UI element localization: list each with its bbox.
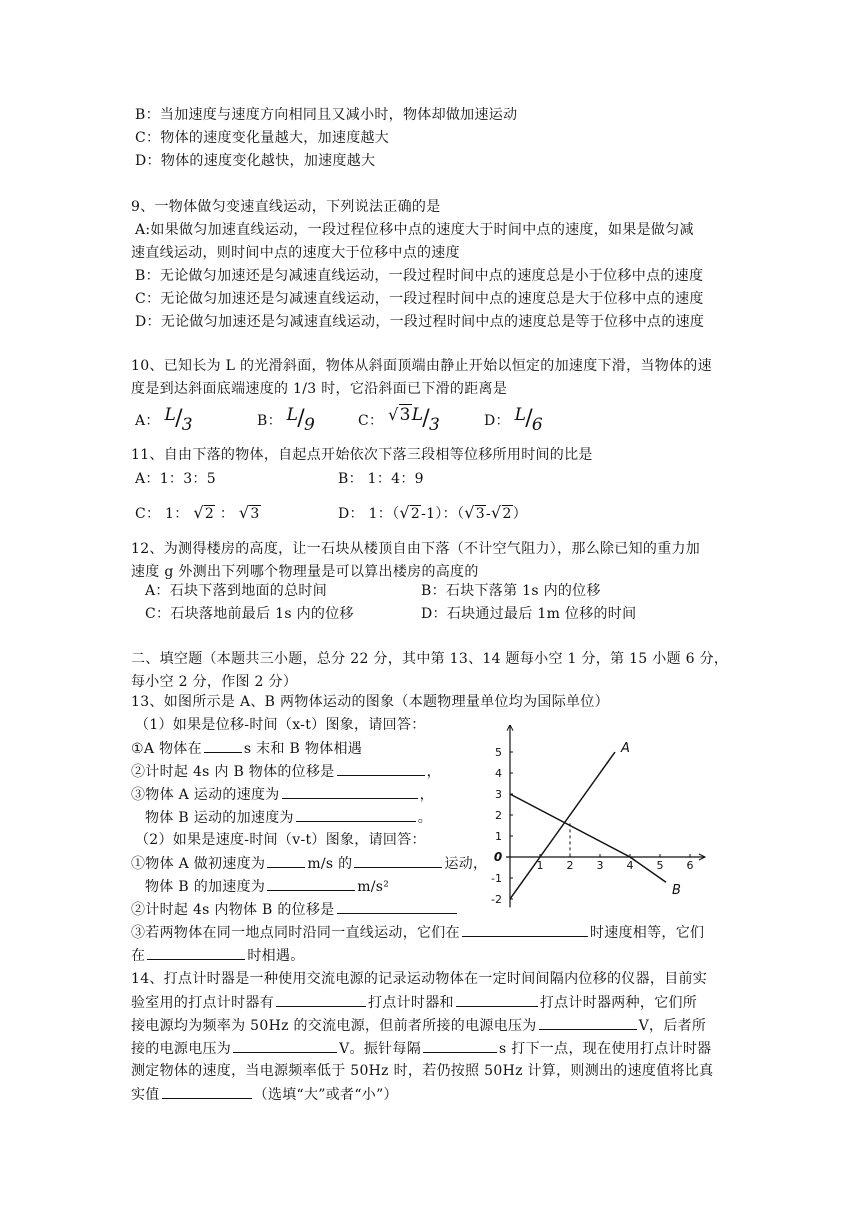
section-2-heading-line2: 每小空 2 分，作图 2 分） — [131, 674, 298, 690]
q12-option-a: A：石块下落到地面的总时间 — [145, 583, 328, 599]
q10-stem-line1: 10、已知长为 L 的光滑斜面，物体从斜面顶端由静止开始以恒定的加速度下滑，当物体的速 — [131, 358, 712, 374]
q9-option-a-line1: A:如果做匀加速直线运动，一段过程位移中点的速度大于时间中点的速度，如果是做匀减 — [135, 222, 694, 238]
q13-part1-item1: ①A 物体在 s 末和 B 物体相遇 — [131, 737, 362, 760]
answer-blank[interactable] — [296, 806, 416, 822]
x-tick-label: 2 — [566, 859, 574, 872]
q13-part2-item4: ③若两物体在同一地点同时沿同一直线运动，它们在 时速度相等，它们 — [131, 921, 704, 944]
q12-option-d: D：石块通过最后 1m 位移的时间 — [421, 606, 637, 622]
q14-line1: 14、打点计时器是一种使用交流电源的记录运动物体在一定时间间隔内位移的仪器，目前实 — [131, 971, 708, 987]
x-tick-label: 4 — [626, 859, 634, 872]
q10-option-d — [484, 405, 544, 438]
sqrt-2: √2 — [491, 503, 512, 522]
answer-blank[interactable] — [276, 991, 366, 1007]
q10-c-fraction: √3L / 3 — [388, 405, 441, 435]
ab-motion-graph — [470, 725, 720, 915]
q12-option-c: C：石块落地前最后 1s 内的位移 — [145, 606, 354, 622]
q13-part2-item2: 物体 B 的加速度为 m/s² — [145, 875, 389, 898]
q12-stem-line2: 速度 g 外测出下列哪个物理量是可以算出楼房的高度的 — [131, 564, 479, 580]
q11-stem: 11、自由下落的物体，自起点开始依次下落三段相等位移所用时间的比是 — [131, 447, 593, 463]
series-label-B: B — [672, 883, 681, 899]
x-tick-label: 5 — [656, 859, 664, 872]
q9-option-d: D：无论做匀加速还是匀减速直线运动，一段过程时间中点的速度总是等于位移中点的速度 — [135, 314, 705, 330]
answer-blank[interactable] — [267, 875, 355, 891]
q9-option-c: C：无论做匀加速还是匀减速直线运动，一段过程时间中点的速度总是大于位移中点的速度 — [135, 291, 704, 307]
answer-blank[interactable] — [462, 921, 588, 937]
answer-blank[interactable] — [337, 760, 425, 776]
series-line-B — [510, 794, 666, 882]
q11-option-a: A：1：3：5 — [135, 471, 216, 487]
answer-blank[interactable] — [147, 944, 245, 960]
series-line-A — [510, 752, 615, 899]
series-label-A: A — [621, 741, 630, 756]
x-tick-label: 6 — [686, 859, 694, 872]
q10-d-label: D： — [484, 413, 510, 429]
y-tick-label: 2 — [495, 809, 502, 822]
q10-a-fraction: L / 3 — [164, 405, 193, 435]
q13-part1-item3: ③物体 A 运动的速度为 ， — [131, 783, 434, 806]
sqrt-2: √2 — [399, 503, 421, 522]
sqrt-3: √3 — [238, 503, 260, 522]
y-tick-label: -2 — [491, 893, 502, 906]
q14-line4: 接的电源电压为 V。振针每隔 s 打下一点，现在使用打点计时器 — [131, 1037, 711, 1060]
q12-stem-line1: 12、为测得楼房的高度，让一石块从楼顶自由下落（不计空气阻力），那么除已知的重力加 — [131, 541, 701, 557]
answer-blank[interactable] — [162, 1083, 252, 1099]
q13-part2-item5: 在 时相遇。 — [131, 944, 305, 967]
q13-part2-item3: ②计时起 4s 内物体 B 的位移是 — [131, 898, 459, 921]
q13-part1-item2: ②计时起 4s 内 B 物体的位移是 ， — [131, 760, 441, 783]
x-tick-label: 1 — [536, 859, 544, 872]
q8-option-b: B：当加速度与速度方向相同且又减小时，物体却做加速运动 — [135, 107, 518, 123]
q10-b-label: B： — [257, 413, 282, 429]
q10-stem-line2: 度是到达斜面底端速度的 1/3 时，它沿斜面已下滑的距离是 — [131, 381, 508, 397]
q13-part2-item1: ①物体 A 做初速度为 m/s 的 运动， — [131, 852, 487, 875]
q9-stem: 9、一物体做匀变速直线运动，下列说法正确的是 — [131, 199, 441, 215]
q10-c-label: C： — [358, 413, 384, 429]
y-tick-label: 1 — [495, 830, 502, 843]
answer-blank[interactable] — [233, 1037, 337, 1053]
q14-line2: 验室用的打点计时器有 打点计时器和 打点计时器两种，它们所 — [131, 991, 697, 1014]
q11-option-d: D： 1：（√2-1）：（√3-√2） — [338, 502, 527, 525]
q8-option-d: D：物体的速度变化越快，加速度越大 — [135, 153, 376, 169]
q13-part1-heading: （1）如果是位移-时间（x-t）图象，请回答： — [135, 717, 426, 733]
q10-b-fraction: L / 9 — [286, 405, 316, 435]
answer-blank[interactable] — [267, 852, 305, 868]
x-tick-label: 3 — [596, 859, 604, 872]
q14-line3: 接电源均为频率为 50Hz 的交流电源，但前者所接的电源电压为 V，后者所 — [131, 1014, 706, 1037]
q13-stem: 13、如图所示是 A、B 两物体运动的图象（本题物理量单位均为国际单位） — [131, 694, 609, 710]
q14-line5: 测定物体的速度，当电源频率低于 50Hz 时，若仍按照 50Hz 计算，则测出的速度值将比真 — [131, 1063, 714, 1079]
y-tick-label: 5 — [495, 746, 502, 759]
y-tick-label: 4 — [495, 767, 502, 780]
q10-option-c — [358, 405, 441, 438]
answer-blank[interactable] — [354, 852, 442, 868]
sqrt-3: √3 — [464, 503, 485, 522]
q11-option-b: B： 1：4：9 — [338, 471, 424, 487]
q13-part1-item4: 物体 B 运动的加速度为 。 — [145, 806, 432, 829]
q8-option-c: C：物体的速度变化量越大，加速度越大 — [135, 130, 390, 146]
answer-blank[interactable] — [423, 1037, 497, 1053]
q11-option-c: C： 1： √2 ： √3 — [135, 502, 261, 525]
q13-part2-heading: （2）如果是速度-时间（v-t）图象，请回答： — [135, 832, 426, 848]
y-tick-label: -1 — [491, 872, 502, 885]
q14-line6: 实值 （选填“大”或者“小”） — [131, 1083, 398, 1106]
q9-option-b: B：无论做匀加速还是匀减速直线运动，一段过程时间中点的速度总是小于位移中点的速度 — [135, 268, 704, 284]
sqrt-2: √2 — [193, 503, 215, 522]
q10-d-fraction: L / 6 — [514, 405, 544, 435]
q10-option-b — [257, 405, 316, 438]
answer-blank[interactable] — [204, 737, 242, 753]
answer-blank[interactable] — [456, 991, 538, 1007]
q12-option-b: B：石块下落第 1s 内的位移 — [421, 583, 601, 599]
answer-blank[interactable] — [282, 783, 418, 799]
answer-blank[interactable] — [539, 1014, 637, 1030]
q9-option-a-line2: 速直线运动，则时间中点的速度大于位移中点的速度 — [131, 245, 460, 261]
answer-blank[interactable] — [337, 898, 457, 914]
origin-label: 0 — [493, 850, 503, 864]
q10-a-label: A： — [135, 413, 160, 429]
section-2-heading-line1: 二、填空题（本题共三小题，总分 22 分，其中第 13、14 题每小空 1 分，第 15 小题 6 分， — [131, 651, 729, 667]
y-tick-label: 3 — [495, 788, 502, 801]
q10-option-a — [135, 405, 193, 438]
